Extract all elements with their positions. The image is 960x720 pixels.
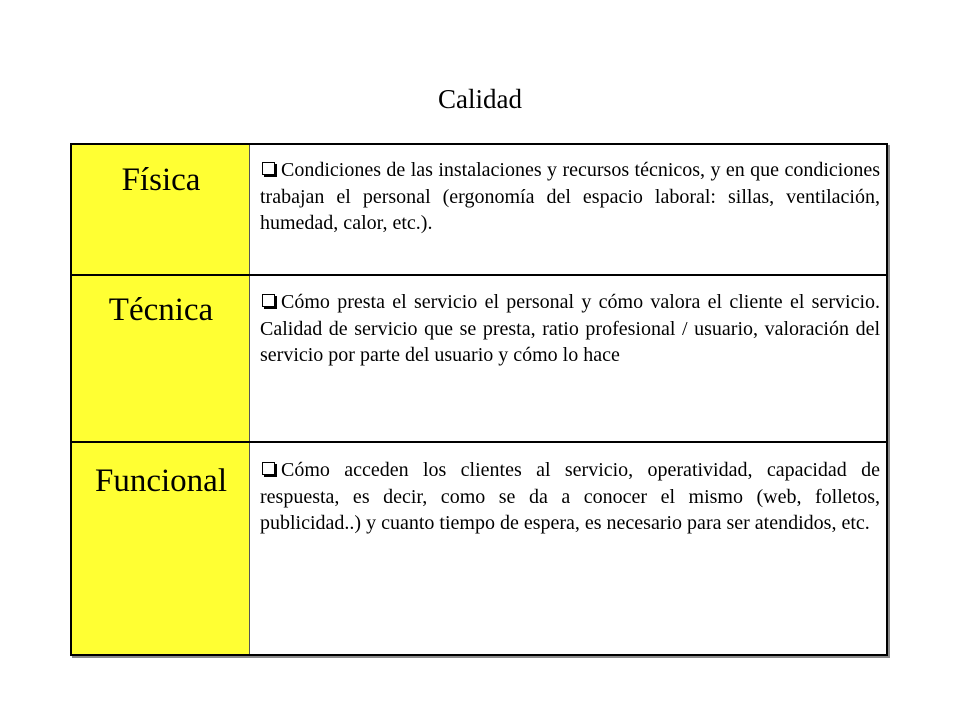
square-bullet-icon (262, 162, 275, 175)
row-description-text: Cómo presta el servicio el personal y cómo valora el cliente el servicio. Calidad de servicio que se presta, ratio profesional / usuario, valoración del servicio por parte del usuario y cómo lo hace (260, 291, 880, 366)
row-description-funcional (260, 457, 880, 537)
row-description-fisica (260, 157, 880, 237)
page-title: Calidad (438, 84, 522, 114)
square-bullet-icon (262, 462, 275, 475)
table-row-tecnica (72, 274, 886, 441)
quality-table (70, 143, 888, 656)
square-bullet-icon (262, 294, 275, 307)
table-row-fisica (72, 145, 886, 274)
row-label-fisica: Física (121, 162, 201, 198)
row-label-tecnica: Técnica (108, 292, 214, 328)
table-row-funcional (72, 441, 886, 654)
row-description-text: Condiciones de las instalaciones y recursos técnicos, y en que condiciones trabajan el personal (ergonomía del espacio laboral: sillas, ventilación, humedad, calor, etc.). (260, 159, 880, 234)
row-description-text: Cómo acceden los clientes al servicio, operatividad, capacidad de respuesta, es decir, como se da a conocer el mismo (web, folletos, publicidad..) y cuanto tiempo de espera, es necesario para ser atendidos, etc. (260, 459, 880, 534)
row-description-tecnica (260, 289, 880, 369)
row-label-funcional: Funcional (95, 463, 227, 499)
